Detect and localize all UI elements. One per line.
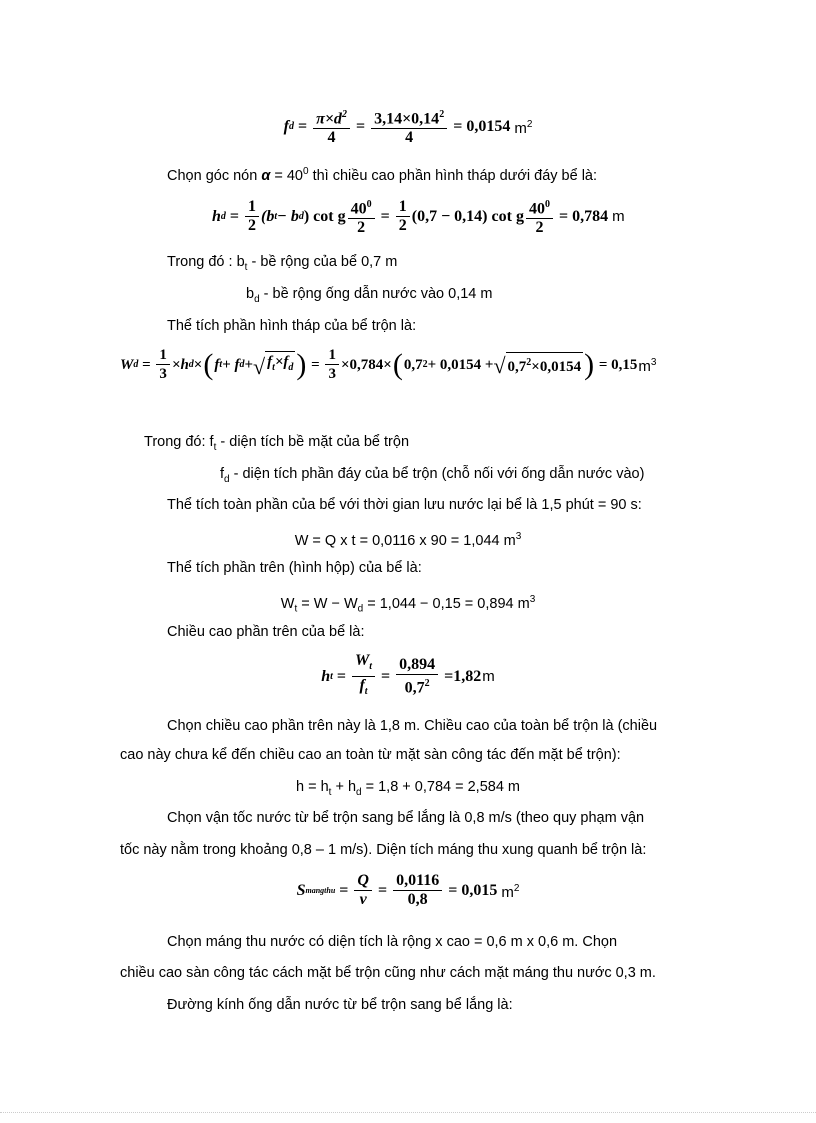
eq-wd-inner2a: 0,7 <box>403 356 423 373</box>
paragraph-upper-volume <box>167 558 422 578</box>
paragraph-where-bt <box>167 252 397 278</box>
p11-text: Chiều cao phần trên của bể là: <box>167 624 365 640</box>
p10-sub1: t <box>294 603 298 615</box>
p10-rest2: = 1,044 − 0,15 = 0,894 m <box>363 595 530 612</box>
eq-hd-half1-num: 1 <box>245 198 259 217</box>
eq-wd-fd-sub: d <box>239 358 245 370</box>
p6-text: f <box>220 466 225 482</box>
p7-text: Thể tích toàn phần của bể với thời gian lưu nước lại bể là 1,5 phút = 90 s: <box>167 497 642 513</box>
eq-ht-frac1-num: W <box>355 652 370 669</box>
eq-s-lhs: S <box>296 881 306 899</box>
paragraph-velocity-line2 <box>120 840 646 860</box>
eq-ht-frac1-den-sub: t <box>364 686 368 698</box>
paragraph-cone-angle <box>167 162 597 186</box>
eq-wd-lhs: W <box>120 356 134 373</box>
eq-wd-unit: m <box>638 357 651 375</box>
p14-text: h = h <box>295 779 329 795</box>
eq-hd-half2 <box>396 198 410 235</box>
eq-hd-half1-den: 2 <box>248 217 257 235</box>
eq-wd-inner2a-sup: 2 <box>422 358 428 370</box>
eq-s-unit: m <box>501 883 514 901</box>
eq-wd-ft-sub: t <box>219 358 223 370</box>
eq-hd-angle1-den: 2 <box>357 219 366 237</box>
eq-wd-inner1: f <box>214 356 220 373</box>
paragraph-channel-line1 <box>167 932 617 952</box>
eq-ht-frac2-den-sup: 2 <box>424 678 430 690</box>
eq-hd-cot: ) cot g <box>303 207 346 225</box>
paragraph-pipe-diameter <box>167 995 513 1015</box>
p3-sub: d <box>254 293 260 305</box>
eq-s-frac1-den: v <box>359 891 367 908</box>
p14-sub1: t <box>328 786 332 798</box>
p12-text: Chọn chiều cao phần trên này là 1,8 m. Chiều cao của toàn bể trộn là (chiều <box>167 718 658 734</box>
eq-ht-frac1-den: f <box>359 677 365 695</box>
equation-s: S mangthu = $\frac{Q}{v}$ = $\frac{0,0116}{0,8}$ = 0,015 $m^2$ <box>296 872 520 908</box>
p5-rest: - diện tích bề mặt của bể trộn <box>216 434 410 450</box>
eq-fd-frac2-num: 3,14×0,14 <box>374 110 440 128</box>
eq-s-result: 0,015 <box>461 881 498 899</box>
p2-sub: t <box>244 261 248 273</box>
p4-text: Thể tích phần hình tháp của bể trộn là: <box>167 318 417 334</box>
eq-ht-lhs: h <box>321 667 331 685</box>
eq-wd-sqrt1-d: d <box>288 362 294 373</box>
eq-hd-expr2: (0,7 − 0,14) cot g <box>411 207 524 225</box>
eq-fd-unit: m <box>514 119 527 137</box>
eq-wd-val-prefix: ×0,784× <box>340 356 392 373</box>
p14-rest2: = 1,8 + 0,784 = 2,584 m <box>361 779 520 795</box>
eq-hd-unit: m <box>612 207 625 225</box>
eq-hd-lhs: h <box>212 207 221 225</box>
eq-fd-frac2-den: 4 <box>405 129 414 147</box>
eq-hd-lhs-sub: d <box>220 210 226 222</box>
p1-text-c: thì chiều cao phần hình tháp dưới đáy bể là: <box>308 167 598 184</box>
eq-hd-angle2-sup: 0 <box>544 199 550 210</box>
eq-wd-sqrt1-f: f <box>267 354 273 370</box>
p17-text: Chọn máng thu nước có diện tích là rộng x cao = 0,6 m x 0,6 m. Chọn <box>167 934 618 950</box>
eq-hd-angle2-den: 2 <box>535 219 544 237</box>
p14-rest1: + h <box>331 779 357 795</box>
p6-rest: - diện tích phần đáy của bể trộn (chỗ nối với ống dẫn nước vào) <box>229 466 645 482</box>
paragraph-choose-height-line1 <box>167 716 657 736</box>
eq-ht-frac2 <box>396 656 438 697</box>
eq-wd-plus-fd: + f <box>222 356 240 373</box>
eq-hd-bd-sub: d <box>298 210 304 222</box>
eq-ht-frac1-num-sub: t <box>369 661 373 673</box>
eq-fd-frac2 <box>371 106 447 147</box>
eq-hd-half2-num: 1 <box>396 198 410 217</box>
eq-fd-frac1-num: π×d <box>316 110 342 128</box>
eq-wd-mult-h: ×h <box>171 356 189 373</box>
eq-s-frac2 <box>393 872 442 909</box>
eq-fd-frac1-den: 4 <box>327 129 336 147</box>
p3-text: b <box>246 286 255 302</box>
eq-s-frac1-num: Q <box>354 872 372 891</box>
equation-ht: h t = $\frac{W_t}{f_t}$ = $\frac{0,894}{0,7^2}$ = 1,82 m <box>0 652 816 701</box>
paragraph-channel-line2 <box>120 963 656 983</box>
paragraph-where-ft <box>144 432 409 458</box>
p18-text: chiều cao sàn công tác cách mặt bể trộn cũng như cách mặt máng thu nước 0,3 m. <box>120 965 656 981</box>
alpha-symbol: α <box>261 167 271 184</box>
p10-sub2: d <box>357 603 364 615</box>
eq-hd-angle1 <box>348 196 375 237</box>
eq-hd-angle1-num: 40 <box>350 200 367 218</box>
paragraph-where-bd <box>246 284 492 310</box>
p16-text: tốc này nằm trong khoảng 0,8 – 1 m/s). Diện tích máng thu xung quanh bể trộn là: <box>120 842 647 858</box>
eq-wd-sqrt2a-sup: 2 <box>526 357 532 368</box>
eq-hd-half1 <box>245 198 259 235</box>
paragraph-velocity-line1 <box>167 808 644 828</box>
p14-sub2: d <box>356 786 362 798</box>
eq-wd-h-sub: d <box>188 358 194 370</box>
p2-text: Trong đó : b <box>167 254 245 270</box>
eq-wd-unit-sup: 3 <box>650 356 657 368</box>
p10-text: W <box>280 595 295 612</box>
eq-wd-third1-den: 3 <box>159 366 167 382</box>
paragraph-pyramid-volume <box>167 316 416 336</box>
eq-fd-lhs-sub: d <box>288 120 294 132</box>
eq-wd-third2 <box>325 346 339 383</box>
p13-text: cao này chưa kể đến chiều cao an toàn từ mặt sàn công tác đến mặt bể trộn): <box>120 747 621 763</box>
equation-wd: W d = $\frac{1}{3}$ ×h d × ( f t + f d + √ $f_t\times f_d$ ) = $\frac{1}{3}$ ×0,784× ( 0,7 2 + 0,0154 + √ $0,7^2\times 0,0154$ ) = 0,15 $m^3$ <box>120 347 657 382</box>
eq-hd-result: 0,784 <box>572 207 609 225</box>
eq-hd-minus-bd: − b <box>277 207 299 225</box>
eq-hd-half2-den: 2 <box>398 217 407 235</box>
p1-degree: 0 <box>302 166 309 177</box>
eq-wd-sqrt2b: ×0,0154 <box>531 359 582 375</box>
eq-wd-sqrt2a: 0,7 <box>507 359 527 375</box>
eq-wd-sqrt1-x: ×f <box>274 354 289 370</box>
paragraph-where-fd <box>220 464 644 490</box>
eq-ht-unit: m <box>482 667 495 685</box>
equation-hd: h d = $\frac{1}{2}$ (b t − b d ) cot g $\frac{40^0}{2}$ = $\frac{1}{2}$ (0,7 − 0,14) cot g $\frac{40^0}{2}$ = 0,784 m <box>212 196 625 237</box>
p10-rest1: = W − W <box>297 595 358 612</box>
eq-wd-third1-num: 1 <box>156 346 170 365</box>
eq-s-frac2-den: 0,8 <box>407 891 428 908</box>
eq-hd-angle2 <box>526 196 553 237</box>
eq-s-unit-sup: 2 <box>513 882 520 894</box>
p19-text: Đường kính ống dẫn nước từ bể trộn sang bể lắng là: <box>167 997 513 1013</box>
eq-ht-frac1 <box>352 652 375 701</box>
eq-wd-third2-den: 3 <box>328 366 336 382</box>
eq-wd-inner2b: + 0,0154 + <box>427 356 494 373</box>
eq-hd-angle1-sup: 0 <box>366 199 372 210</box>
p3-rest: - bề rộng ống dẫn nước vào 0,14 m <box>259 286 493 302</box>
paragraph-upper-height <box>167 622 365 642</box>
eq-s-frac2-num: 0,0116 <box>393 872 442 891</box>
page-bottom-divider <box>0 1112 816 1113</box>
eq-fd-lhs: f <box>283 117 289 135</box>
eq-ht-frac2-num: 0,894 <box>396 656 438 675</box>
eq-ht-lhs-sub: t <box>330 670 333 682</box>
eq-wd-sqrt2: √ $0,7^2\times 0,0154$ <box>493 353 582 378</box>
eq-hd-expr1: (b <box>261 207 275 225</box>
eq-wd-lhs-sub: d <box>133 358 139 370</box>
eq-hd-angle2-num: 40 <box>528 200 545 218</box>
p6-sub: d <box>224 473 230 485</box>
p1-text-b: = 40 <box>270 167 303 184</box>
eq-wd-third2-num: 1 <box>325 346 339 365</box>
equation-fd: f d = $\frac{\pi\times d^2}{4}$ = $\frac{3,14\times 0,14^2}{4}$ = 0,0154 $m^2$ <box>0 106 816 147</box>
p5-sub: t <box>213 441 217 453</box>
formula-upper-volume <box>0 590 816 620</box>
eq-wd-sqrt1-t: t <box>272 362 275 373</box>
eq-ht-result: 1,82 <box>453 667 482 685</box>
formula-total-height <box>0 777 816 803</box>
p2-rest: - bề rộng của bể 0,7 m <box>247 254 398 270</box>
p5-text: Trong đó: f <box>144 434 214 450</box>
p15-text: Chọn vận tốc nước từ bể trộn sang bể lắng là 0,8 m/s (theo quy phạm vận <box>167 810 645 826</box>
p9-text: Thể tích phần trên (hình hộp) của bể là: <box>167 560 422 576</box>
eq-fd-unit-sup: 2 <box>526 118 533 130</box>
p1-text-a: Chọn góc nón <box>167 167 262 184</box>
eq-s-frac1 <box>354 872 372 909</box>
p10-sup: 3 <box>529 594 536 605</box>
eq-fd-result: 0,0154 <box>466 117 511 135</box>
eq-fd-frac2-sup: 2 <box>439 109 445 120</box>
eq-s-lhs-sub: mangthu <box>305 885 336 895</box>
eq-wd-third1 <box>156 346 170 383</box>
p8-text: W = Q x t = 0,0116 x 90 = 1,044 m <box>294 532 516 549</box>
p8-sup: 3 <box>515 531 522 542</box>
eq-ht-frac2-den: 0,7 <box>404 679 425 697</box>
paragraph-choose-height-line2 <box>120 745 621 765</box>
eq-wd-times: × <box>193 356 203 373</box>
eq-wd-plus-sqrt: + <box>244 356 253 373</box>
paragraph-total-volume <box>167 495 642 515</box>
eq-wd-sqrt1: √ $f_t\times f_d$ <box>253 351 295 378</box>
eq-fd-frac1-sup: 2 <box>341 109 347 120</box>
eq-hd-bt-sub: t <box>274 210 278 222</box>
formula-total-volume <box>0 527 816 551</box>
eq-wd-result: 0,15 <box>611 356 638 373</box>
eq-fd-frac1 <box>313 106 350 147</box>
